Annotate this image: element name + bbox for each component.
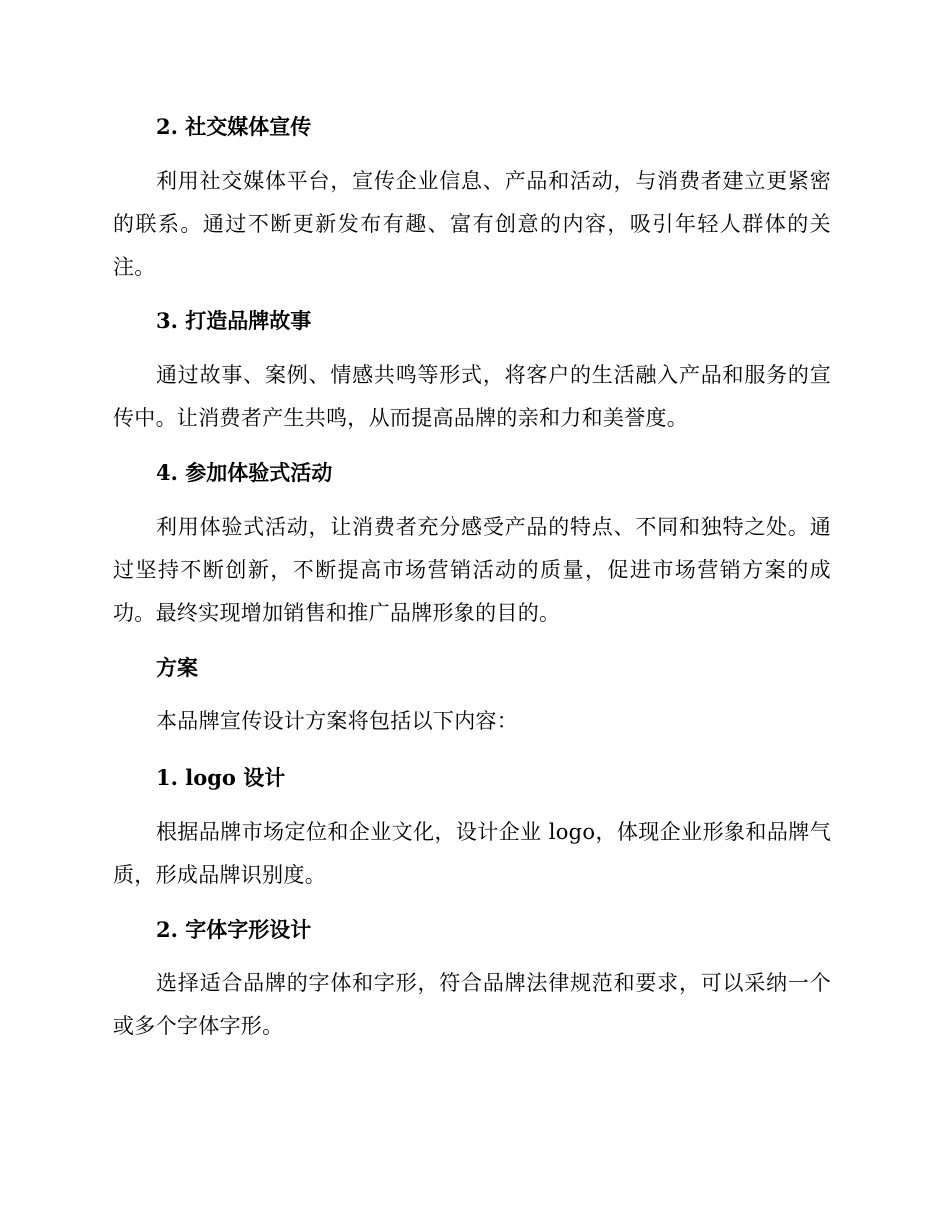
section-body-font-design: 选择适合品牌的字体和字形，符合品牌法律规范和要求，可以采纳一个或多个字体字形。 bbox=[113, 971, 831, 1038]
section-heading-font-design: 2. 字体字形设计 bbox=[156, 917, 312, 942]
section-body-experiential-events: 利用体验式活动，让消费者充分感受产品的特点、不同和独特之处。通过坚持不断创新，不断提高市场营销活动的质量，促进市场营销方案的成功。最终实现增加销售和推广品牌形象的目的。 bbox=[113, 515, 831, 625]
section-heading-plan: 方案 bbox=[156, 655, 198, 680]
section-body-social-media: 利用社交媒体平台，宣传企业信息、产品和活动，与消费者建立更紧密的联系。通过不断更新发布有趣、富有创意的内容，吸引年轻人群体的关注。 bbox=[113, 169, 831, 279]
section-heading-brand-story: 3. 打造品牌故事 bbox=[156, 308, 312, 333]
section-heading-social-media: 2. 社交媒体宣传 bbox=[156, 114, 312, 139]
section-heading-experiential-events: 4. 参加体验式活动 bbox=[156, 460, 333, 485]
section-body-plan: 本品牌宣传设计方案将包括以下内容： bbox=[156, 709, 519, 733]
section-body-brand-story: 通过故事、案例、情感共鸣等形式，将客户的生活融入产品和服务的宣传中。让消费者产生共鸣，从而提高品牌的亲和力和美誉度。 bbox=[113, 363, 831, 430]
section-body-logo-design: 根据品牌市场定位和企业文化，设计企业 logo，体现企业形象和品牌气质，形成品牌识别度。 bbox=[113, 820, 831, 887]
section-heading-logo-design: 1. logo 设计 bbox=[156, 765, 286, 790]
